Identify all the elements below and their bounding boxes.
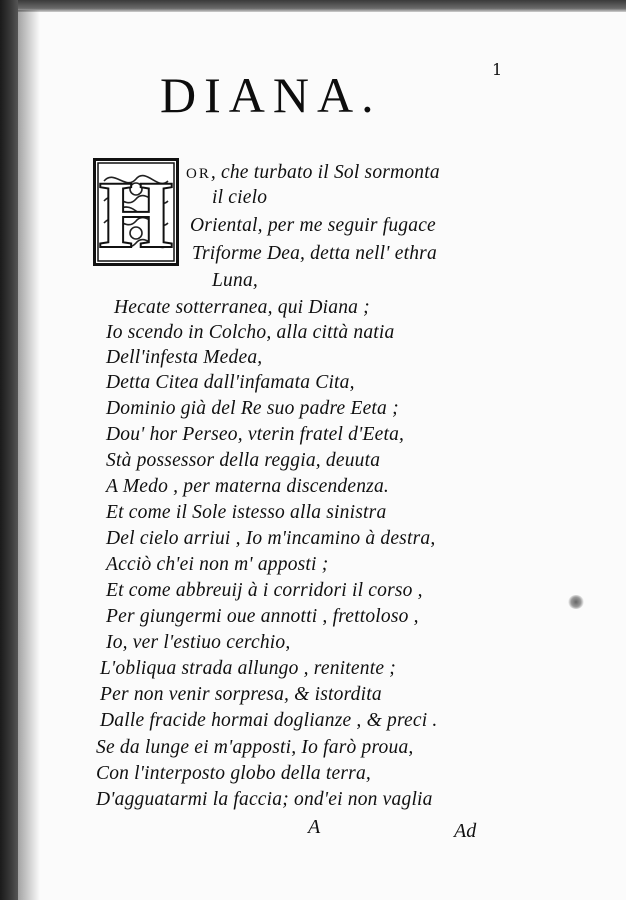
page-title: DIANA.: [160, 67, 382, 123]
verse-line: Con l'interposto globo della terra,: [96, 763, 371, 784]
verse-line: Io scendo in Colcho, alla città natia: [106, 322, 395, 343]
verse-line: Se da lunge ei m'apposti, Io farò proua,: [96, 737, 414, 758]
page-top-edge: [18, 0, 626, 12]
verse-line: Et come abbreuij à i corridori il corso ,: [106, 580, 423, 601]
first-word-caps: OR: [186, 166, 211, 182]
verse-line: D'agguatarmi la faccia; ond'ei non vaglia: [96, 789, 433, 810]
ink-smudge: [568, 595, 584, 609]
verse-line: Io, ver l'estiuo cerchio,: [106, 632, 291, 653]
verse-line: Dou' hor Perseo, vterin fratel d'Eeta,: [106, 424, 405, 445]
verse-line: Per giungermi oue annotti , frettoloso ,: [106, 606, 419, 627]
page-mark: 1: [492, 60, 503, 79]
decorated-initial: [93, 158, 179, 266]
verse-line: Acciò ch'ei non m' apposti ;: [106, 554, 329, 575]
verse-line: Dalle fracide hormai doglianze , & preci .: [100, 710, 438, 731]
verse-line: A Medo , per materna discendenza.: [106, 476, 389, 497]
verse-line: L'obliqua strada allungo , renitente ;: [100, 658, 396, 679]
verse-line-1: [186, 162, 440, 184]
verse-line: Luna,: [212, 270, 258, 291]
verse-line: Detta Citea dall'infamata Cita,: [106, 372, 355, 393]
verse-line: Stà possessor della reggia, deuuta: [106, 450, 381, 471]
catchword: Ad: [454, 820, 477, 842]
gutter-shadow: [18, 10, 40, 900]
verse-line: Dell'infesta Medea,: [106, 347, 263, 368]
verse-line: Dominio già del Re suo padre Eeta ;: [106, 398, 399, 419]
book-spine: [0, 0, 18, 900]
verse-line: Et come il Sole istesso alla sinistra: [106, 502, 387, 523]
verse-line: il cielo: [212, 187, 268, 208]
ornament-icon: [96, 161, 176, 263]
signature-mark: A: [308, 816, 321, 838]
verse-line: Triforme Dea, detta nell' ethra: [192, 243, 437, 264]
verse-line: Del cielo arriui , Io m'incamino à destra,: [106, 528, 436, 549]
initial-letter: H: [98, 161, 174, 263]
verse-line: Per non venir sorpresa, & istordita: [100, 684, 382, 705]
verse-line: Oriental, per me seguir fugace: [190, 215, 436, 236]
verse-line: Hecate sotterranea, qui Diana ;: [114, 297, 370, 318]
first-line-rest: , che turbato il Sol sormonta: [210, 162, 440, 183]
